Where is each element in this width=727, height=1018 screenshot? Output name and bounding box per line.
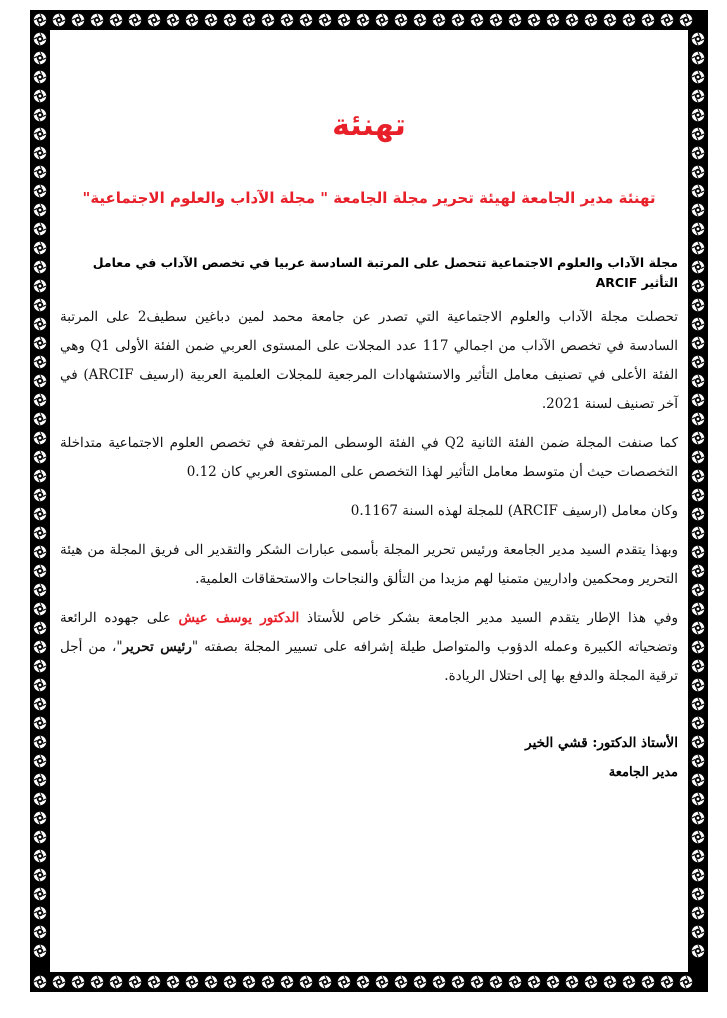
body-paragraph: تحصلت مجلة الآداب والعلوم الاجتماعية التي تصدر عن جامعة محمد لمين دباغين سطيف2 على المرتبة السادسة في تخصص الآداب من اجمالي 117 عدد المجلات على المستوى العربي ضمن الفئة الأولى Q1 وهي الفئة الأعلى في تصنيف معامل التأثير والاستشهادات المرجعية للمجلات العلمية العربية (ارسيف ARCIF) في آخر تصنيف لسنة 2021. [60, 309, 679, 412]
thanks-text-after: "، من أجل ترقية المجلة والدفع بها إلى احتلال الريادة. [60, 639, 678, 684]
honoree-role: رئيس تحرير [122, 639, 192, 655]
thanks-paragraph [60, 604, 678, 691]
signature-role: مدير الجامعة [608, 765, 678, 780]
signature-name: الأستاذ الدكتور: قشي الخير [525, 735, 678, 751]
page-title: تهنئة [332, 108, 406, 143]
letter-content [60, 40, 678, 780]
lead-paragraph: مجلة الآداب والعلوم الاجتماعية تتحصل على المرتبة السادسة عربيا في تخصص الآداب في معامل التأثير ARCIF [92, 255, 678, 290]
thanks-text-middle: على جهوده الرائعة وتضحياته الكبيرة وعمله الدؤوب والمتواصل طيلة إشرافه على تسيير المجلة بصفته " [60, 610, 678, 655]
honoree-name: الدكتور يوسف عيش [178, 610, 300, 626]
body-paragraph: وكان معامل (ارسيف ARCIF) للمجلة لهذه السنة 0.1167 [350, 503, 678, 519]
body-paragraph: وبهذا يتقدم السيد مدير الجامعة ورئيس تحرير المجلة بأسمى عبارات الشكر والتقدير الى فريق المجلة من هيئة التحرير ومحكمين واداريين متمنيا لهم مزيدا من التألق والنجاحات والاستحقاقات العلمية. [60, 542, 678, 587]
page-subtitle: تهنئة مدير الجامعة لهيئة تحرير مجلة الجامعة " مجلة الآداب والعلوم الاجتماعية" [82, 189, 656, 207]
thanks-text-before: وفي هذا الإطار يتقدم السيد مدير الجامعة بشكر خاص للأستاذ [299, 610, 679, 626]
body-paragraph: كما صنفت المجلة ضمن الفئة الثانية Q2 في الفئة الوسطى المرتفعة في تخصص العلوم الاجتماعية متداخلة التخصصات حيث أن متوسط معامل التأثير لهذا التخصص على المستوى العربي كان 0.12 [60, 435, 678, 480]
